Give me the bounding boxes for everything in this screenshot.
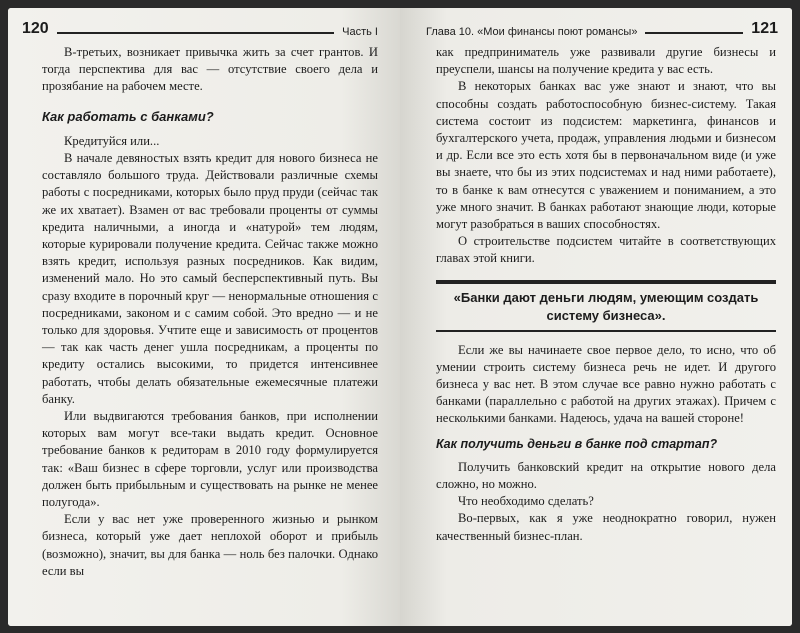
- header-rule: [645, 32, 743, 34]
- left-page-number: 120: [22, 20, 49, 37]
- callout-text: «Банки дают деньги людям, умеющим создать систему бизнеса».: [453, 289, 759, 323]
- left-page: [8, 8, 400, 626]
- subheading: Как получить деньги в банке под стартап?: [436, 436, 718, 451]
- paragraph: Получить банковский кредит на открытие нового дела сложно, но можно.: [436, 459, 776, 492]
- paragraph: Во-первых, как я уже неоднократно говорил, нужен качественный бизнес-план.: [436, 511, 776, 543]
- paragraph: О строительстве подсистем читайте в соответствующих главах этой книги.: [436, 234, 776, 266]
- paragraph: В начале девяностых взять кредит для нового бизнеса не составляло большого труда. Действовали различные схемы работы с посредниками, которых было пруд пруди (сейчас так же их хватает). Взамен от вас требовали проценты от суммы кредита наличными, а иногда и «натурой» тем людям, которые курировали получение кредита. Сейчас также можно взять кредит, используя разных посредников. Как видим, изменений мало. Но это самый бесперспективный путь. Вы сразу входите в порочный круг — ненормальные отношения с посредниками, законом и с самим собой. Это вредно — и не только для здоровья. Учтите еще и зависимость от процентов — так как часть денег ушла посредникам, а проценты по кредиту остались высокими, то придется интенсивнее работать, чтобы делать обязательные ежемесячные платежи банку.: [42, 151, 378, 406]
- callout-bottom-rule: [436, 330, 776, 332]
- paragraph: В-третьих, возникает привычка жить за счет грантов. И тогда перспектива для вас — отсутствие своего дела и прозябание на рабочем месте.: [42, 45, 378, 94]
- paragraph: Что необходимо сделать?: [458, 494, 594, 509]
- right-page: [400, 8, 792, 626]
- right-page-number: 121: [751, 20, 778, 37]
- right-page-text: [436, 44, 776, 545]
- paragraph: Если же вы начинаете свое первое дело, то исно, что об умении строить систему бизнеса речь не идет. И другого бизнеса у вас нет. В этом случае все равно нужно работать с банками (параллельно с работой на других этажах). Причем с несколькими банками. Надеюсь, удача на вашей стороне!: [436, 342, 776, 426]
- section-heading: Как работать с банками?: [42, 108, 214, 124]
- paragraph: Кредитуйся или...: [64, 133, 160, 148]
- paragraph: Или выдвигаются требования банков, при исполнении которых вам могут все-таки выдать кредит. Основное требование банков к редиторам в 2010 году формулируется так: «Ваш бизнес в сфере торговли, услуг или производства должен быть прибыльным и существовать на рынке не менее полугода».: [42, 409, 378, 510]
- left-running-head: [22, 14, 378, 38]
- header-rule: [57, 32, 334, 34]
- paragraph: Если у вас нет уже проверенного жизнью и рынком бизнеса, который уже дает неплохой оборот и прибыль (возможно), значит, вы для банка — ноль без палочки. Однако если вы: [42, 512, 378, 578]
- callout-box: [436, 280, 776, 332]
- right-running-title: Глава 10. «Мои финансы поют романсы»: [426, 26, 638, 38]
- left-running-title: Часть I: [342, 26, 378, 38]
- book-spread: [8, 8, 792, 626]
- paragraph: как предприниматель уже развивали другие бизнесы и преуспели, шансы на получение кредита у вас есть.: [436, 45, 776, 77]
- right-running-head: [426, 14, 778, 38]
- paragraph: В некоторых банках вас уже знают и знают, что вы способны создать работоспособную бизнес-систему. Такая система состоит из подсистем: маркетинга, финансов и бухгалтерского учета, продаж, управления людьми и бизнесом и др. Если все это есть хотя бы в первоначальном виде (и уже вы знаете, что бы из этих подсистемах и над ними работаете), то в банке к вам отнесутся с уважением и пониманием, а это уже много значит. В банках работают знающие люди, которые могут разобраться в ваших способностях.: [436, 79, 776, 232]
- left-page-text: [42, 44, 378, 580]
